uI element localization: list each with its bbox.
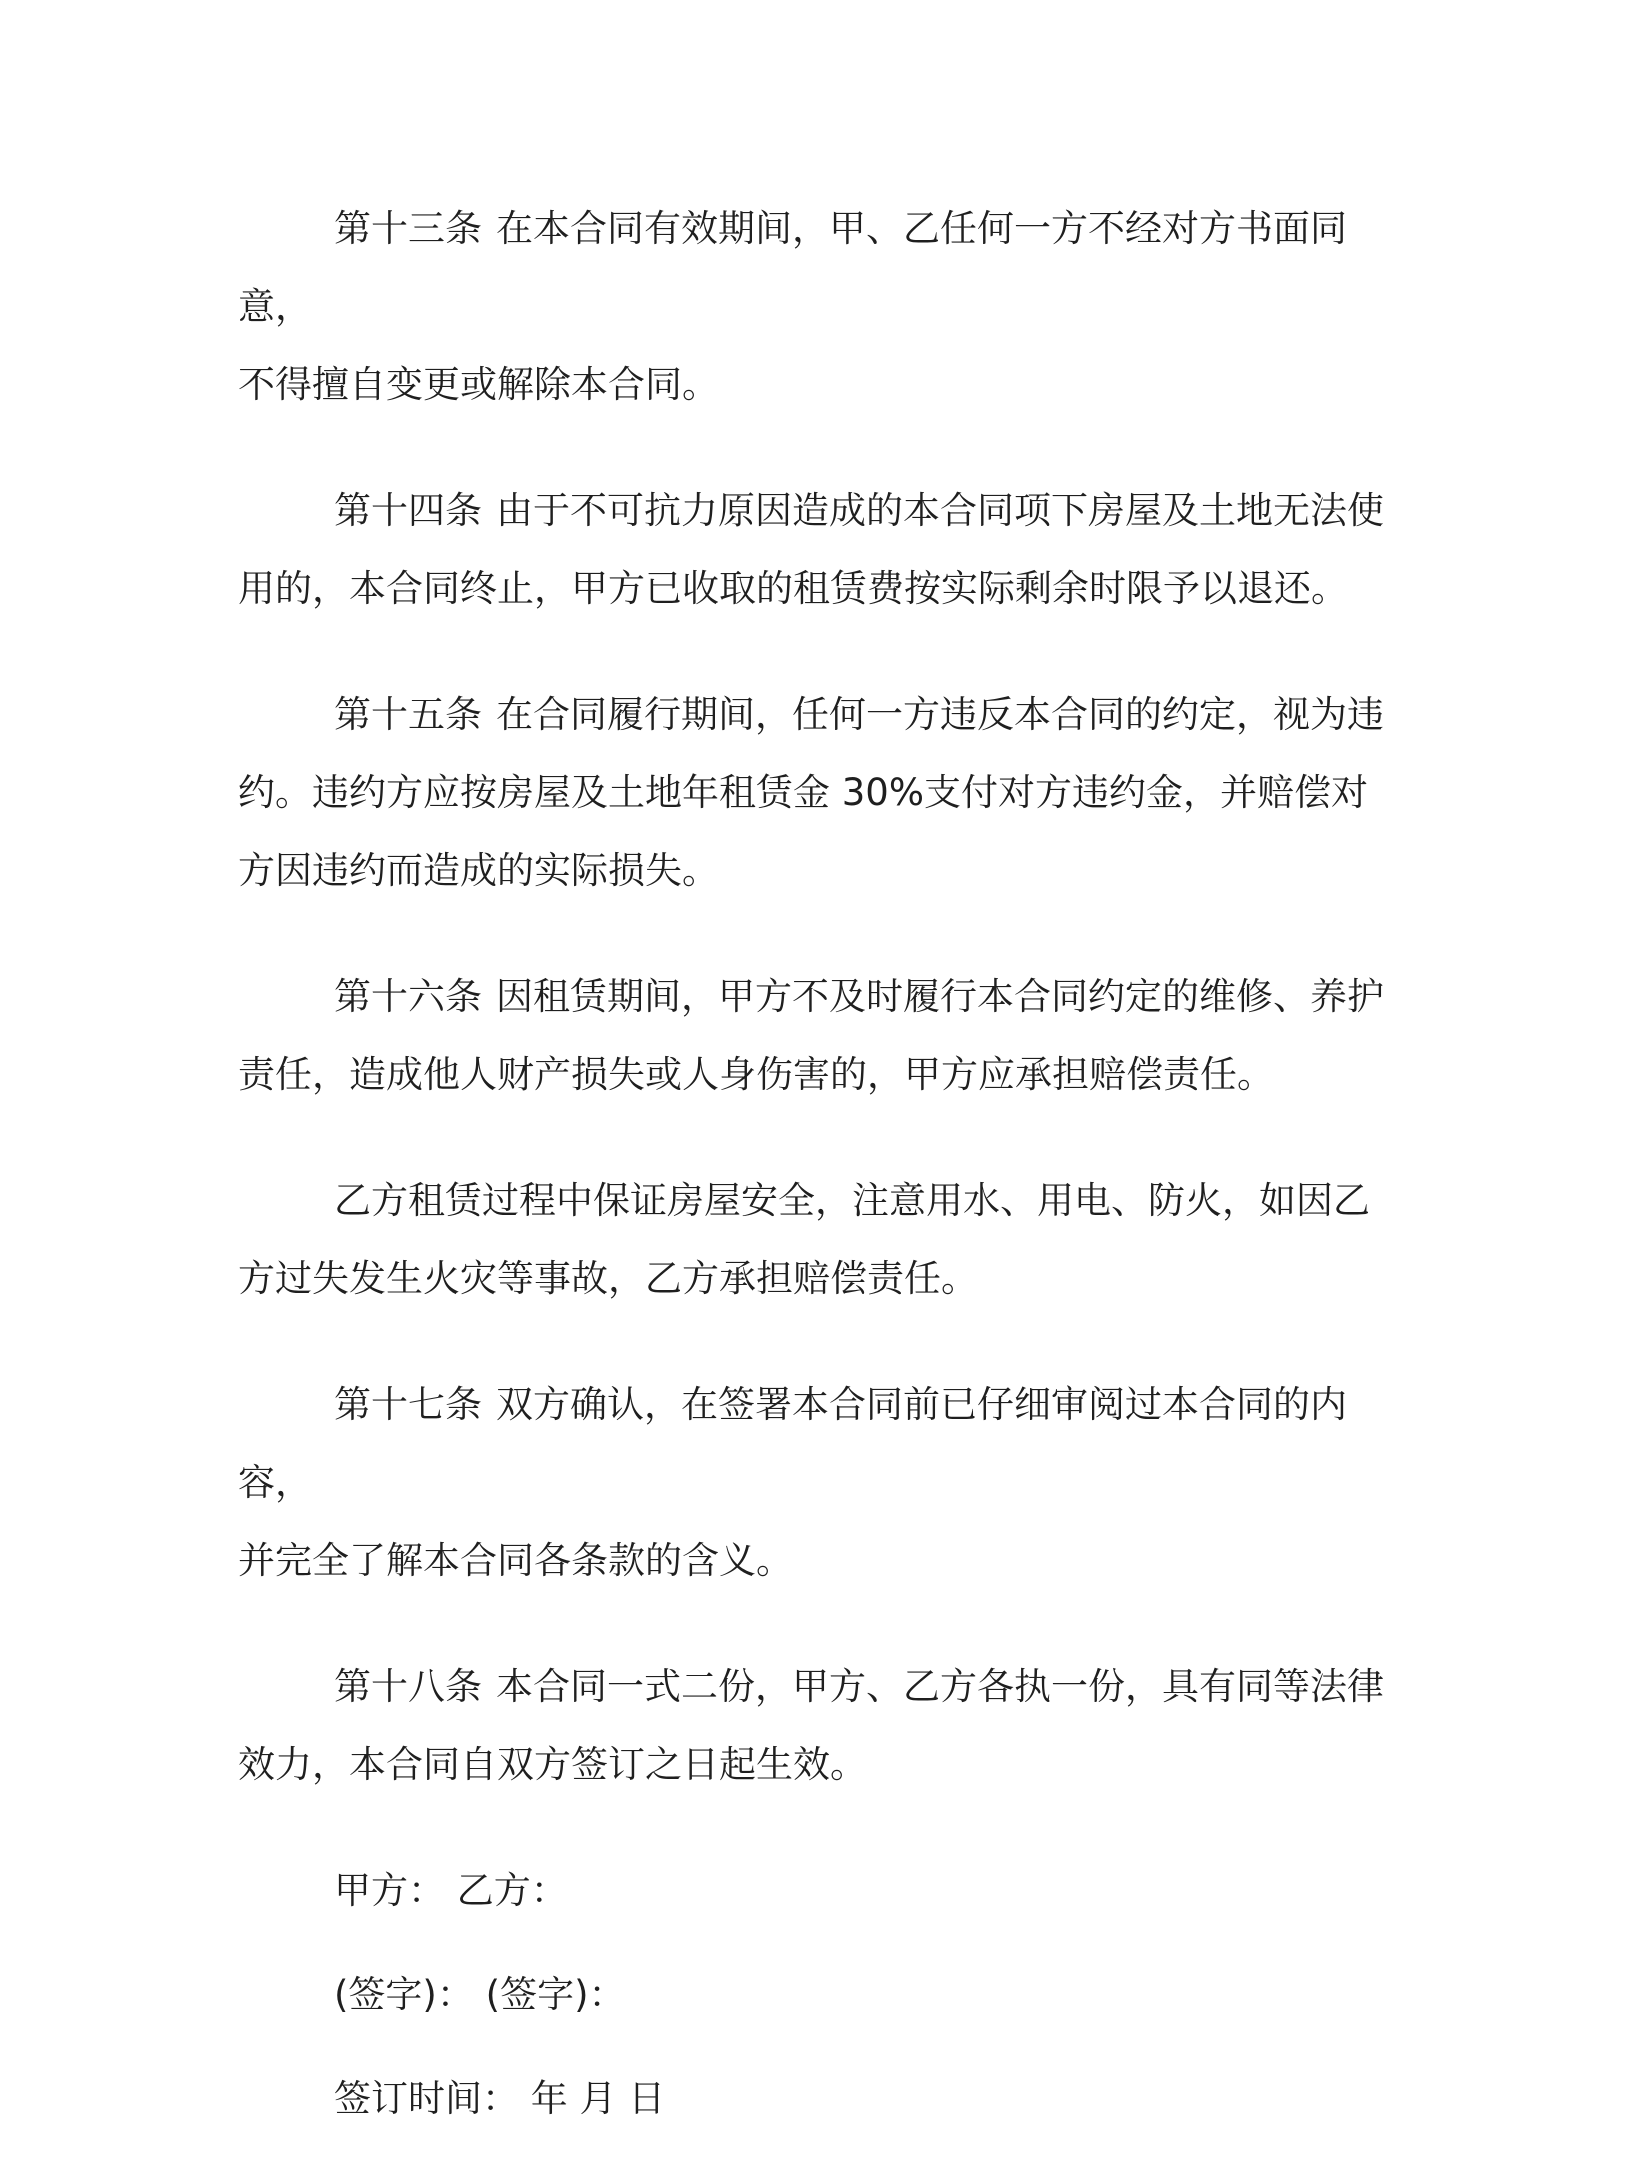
signature-date bbox=[238, 2060, 1418, 2138]
clause-text-line: 在本合同有效期间，甲、乙任何一方不经对方书面同意， bbox=[238, 207, 1347, 328]
clause-text-line: 本合同一式二份，甲方、乙方各执一份，具有同等法律 bbox=[496, 1665, 1384, 1708]
clause-13 bbox=[238, 190, 1418, 424]
signature-signs bbox=[238, 1956, 1418, 2034]
clause-number: 第十五条 bbox=[334, 693, 482, 736]
clause-number: 第十三条 bbox=[334, 207, 482, 250]
signature-parties bbox=[238, 1852, 1418, 1930]
contract-body bbox=[238, 190, 1418, 2164]
clause-number: 第十六条 bbox=[334, 975, 482, 1018]
clause-text-line: 约。违约方应按房屋及土地年租赁金 30%支付对方违约金，并赔偿对 bbox=[238, 771, 1368, 814]
clause-text-line: 双方确认，在签署本合同前已仔细审阅过本合同的内容， bbox=[238, 1383, 1347, 1504]
clause-text-line: 用的，本合同终止，甲方已收取的租赁费按实际剩余时限予以退还。 bbox=[238, 567, 1348, 610]
clause-text-line: 因租赁期间，甲方不及时履行本合同约定的维修、养护 bbox=[496, 975, 1384, 1018]
clause-15 bbox=[238, 676, 1418, 910]
clause-text-line: 责任，造成他人财产损失或人身伤害的，甲方应承担赔偿责任。 bbox=[238, 1053, 1274, 1096]
signature-date-label: 签订时间： 年 月 日 bbox=[334, 2077, 666, 2120]
clause-number: 第十八条 bbox=[334, 1665, 482, 1708]
clause-text-line: 乙方租赁过程中保证房屋安全，注意用水、用电、防火，如因乙 bbox=[334, 1179, 1370, 1222]
clause-16-supplement bbox=[238, 1162, 1418, 1318]
clause-text-line: 由于不可抗力原因造成的本合同项下房屋及土地无法使 bbox=[496, 489, 1384, 532]
clause-text-line: 在合同履行期间，任何一方违反本合同的约定，视为违 bbox=[496, 693, 1384, 736]
signature-signs-label: (签字)： (签字)： bbox=[334, 1973, 626, 2016]
clause-18 bbox=[238, 1648, 1418, 1804]
clause-16 bbox=[238, 958, 1418, 1114]
clause-text-line: 方过失发生火灾等事故，乙方承担赔偿责任。 bbox=[238, 1257, 978, 1300]
clause-text-line: 效力，本合同自双方签订之日起生效。 bbox=[238, 1743, 867, 1786]
clause-text-line: 方因违约而造成的实际损失。 bbox=[238, 849, 719, 892]
clause-14 bbox=[238, 472, 1418, 628]
clause-number: 第十七条 bbox=[334, 1383, 482, 1426]
clause-number: 第十四条 bbox=[334, 489, 482, 532]
clause-text-line: 不得擅自变更或解除本合同。 bbox=[238, 363, 719, 406]
clause-text-line: 并完全了解本合同各条款的含义。 bbox=[238, 1539, 793, 1582]
clause-17 bbox=[238, 1366, 1418, 1600]
signature-parties-label: 甲方： 乙方： bbox=[334, 1869, 568, 1912]
